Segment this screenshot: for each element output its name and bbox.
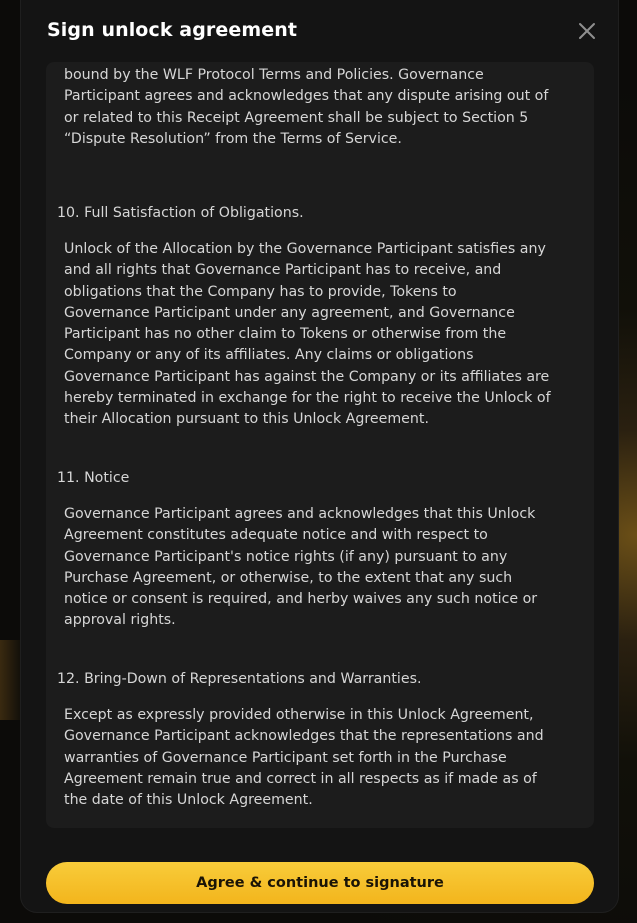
section-heading-notice: 11. Notice [57, 470, 130, 486]
agree-continue-button[interactable]: Agree & continue to signature [46, 862, 594, 904]
section-body-notice: Governance Participant agrees and acknowledges that this Unlock Agreement constitutes adequate notice and with respect to Governance Participant's notice rights (if any) pursuant to any Purchase Agreement, or otherwise, to the extent that any such notice or consent is required, and herby waives any such notice or approval rights. [64, 506, 538, 629]
section-body-bring-down: Except as expressly provided otherwise in this Unlock Agreement, Governance Participant acknowledges that the representations and warranties of Governance Participant set forth in the Purchase Agreement remain true and correct in all respects as if made as of the date of this Unlock Agreement. [64, 707, 544, 809]
sign-agreement-modal [21, 0, 618, 912]
section-heading-bring-down: 12. Bring-Down of Representations and Warranties. [57, 671, 422, 687]
agreement-scroll-area[interactable] [46, 62, 594, 828]
section-heading-full-satisfaction: 10. Full Satisfaction of Obligations. [57, 205, 304, 221]
section-body-full-satisfaction: Unlock of the Allocation by the Governance Participant satisfies any and all rights that Governance Participant has to receive, and obligations that the Company has to provide, Tokens to Governance Participant under any agreement, and Governance Participant has no other claim to Tokens or otherwise from the Company or any of its affiliates. Any claims or obligations Governance Participant has against the Company or its affiliates are hereby terminated in exchange for the right to receive the Unlock of their Allocation pursuant to this Unlock Agreement. [64, 241, 551, 428]
agreement-intro-paragraph: bound by the WLF Protocol Terms and Policies. Governance Participant agrees and acknowledges that any dispute arising out of or related to this Receipt Agreement shall be subject to Section 5 “Dispute Resolution” from the Terms of Service. [64, 67, 549, 147]
close-button[interactable] [574, 18, 600, 44]
close-icon [574, 18, 600, 44]
modal-title: Sign unlock agreement [47, 19, 298, 41]
